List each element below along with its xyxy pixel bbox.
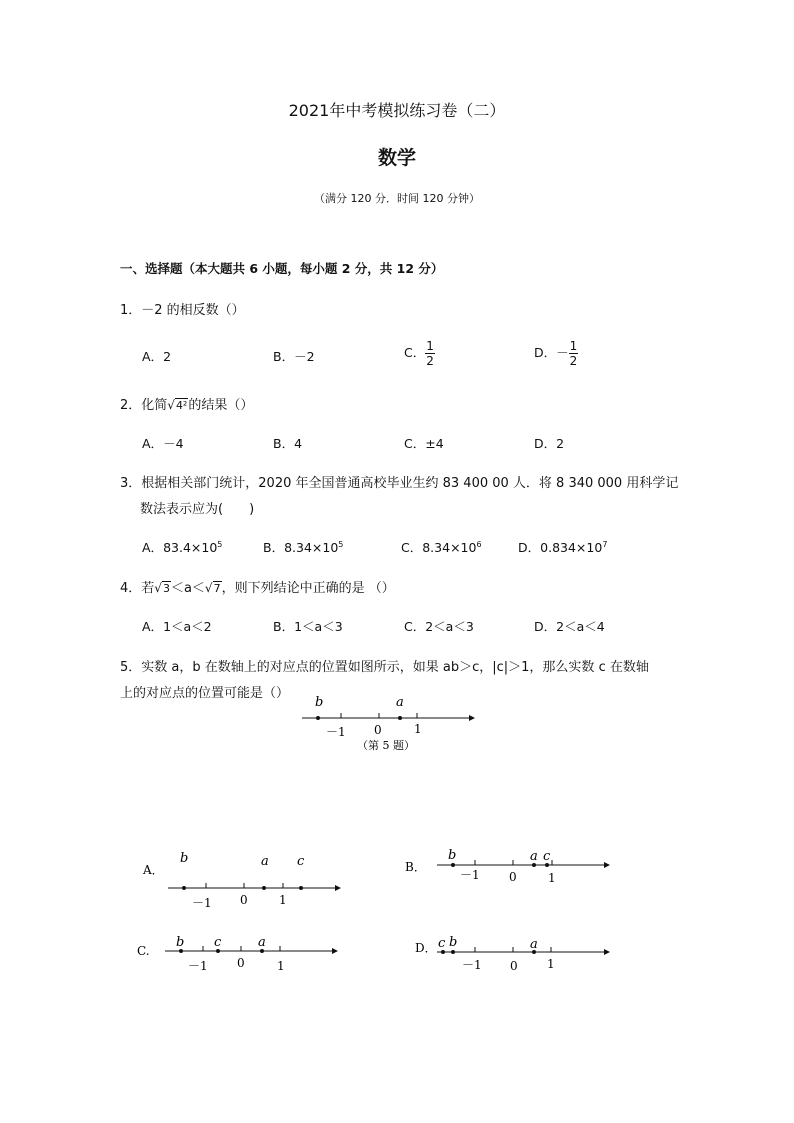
q2-option-b: B．4 bbox=[273, 436, 303, 451]
q2-option-d: D．2 bbox=[534, 436, 565, 451]
label-one: 1 bbox=[277, 959, 285, 973]
point-b bbox=[316, 716, 320, 720]
label-c: c bbox=[438, 936, 446, 951]
question-2: 2．化简√4²的结果（） bbox=[120, 398, 254, 413]
label-a: a bbox=[530, 937, 538, 952]
label-c: c bbox=[214, 935, 222, 950]
point-c bbox=[299, 886, 303, 890]
label-b: b bbox=[315, 695, 324, 710]
option-d-number-line bbox=[415, 935, 609, 973]
label-one: 1 bbox=[547, 957, 555, 971]
label-b: b bbox=[180, 851, 189, 866]
label-one: 1 bbox=[414, 722, 422, 736]
label-zero: 0 bbox=[237, 956, 245, 970]
question-4: 4．若√3＜a＜√7，则下列结论中正确的是 （） bbox=[120, 581, 395, 596]
label-neg1: －1 bbox=[460, 868, 480, 882]
q2-option-a: A．－4 bbox=[142, 436, 184, 451]
label-neg1: －1 bbox=[188, 959, 208, 973]
q3-option-c: C．$8.34\times 10^6$ bbox=[401, 539, 482, 555]
label-a: a bbox=[396, 695, 404, 710]
q1-option-d: D．－ $\frac{1}{2}$ bbox=[534, 339, 578, 368]
label-neg1: －1 bbox=[192, 896, 212, 910]
subject-title: 数学 bbox=[377, 147, 416, 169]
label-c: c bbox=[543, 849, 551, 864]
q1-option-b: B．－2 bbox=[273, 349, 315, 364]
point-b bbox=[182, 886, 186, 890]
option-a-label: A． bbox=[143, 863, 164, 877]
q4-option-a: A．1＜a＜2 bbox=[142, 619, 212, 634]
q3-option-b: B．$8.34\times 10^5$ bbox=[263, 539, 344, 555]
label-one: 1 bbox=[548, 871, 556, 885]
label-zero: 0 bbox=[240, 893, 248, 907]
fraction: $\frac{1}{2}$ bbox=[426, 339, 434, 368]
figure-caption: （第 5 题） bbox=[357, 739, 415, 752]
option-d-label: D． bbox=[415, 941, 437, 955]
option-c-number-line bbox=[137, 935, 337, 973]
exam-note: （满分 120 分．时间 120 分钟） bbox=[314, 192, 480, 205]
q1-option-c: C． $\frac{1}{2}$ bbox=[404, 339, 434, 368]
exam-title: 2021年中考模拟练习卷（二） bbox=[288, 101, 506, 120]
question-3-line-1: 3．根据相关部门统计，2020 年全国普通高校毕业生约 83 400 00 人．将 8 340 000 用科学记 bbox=[120, 476, 679, 491]
label-zero: 0 bbox=[510, 959, 518, 973]
label-b: b bbox=[448, 848, 457, 863]
label-zero: 0 bbox=[509, 870, 517, 884]
main-number-line bbox=[302, 695, 474, 739]
option-a-number-line bbox=[142, 851, 340, 910]
sqrt-expression: √4² bbox=[167, 398, 188, 412]
point-a bbox=[262, 886, 266, 890]
q3-option-a: A．$83.4\times 10^5$ bbox=[142, 539, 223, 555]
label-a: a bbox=[258, 935, 266, 950]
option-b-number-line bbox=[405, 848, 609, 885]
point-a bbox=[398, 716, 402, 720]
fraction: $\frac{1}{2}$ bbox=[569, 339, 578, 368]
point-b bbox=[451, 863, 455, 867]
q4-option-c: C．2＜a＜3 bbox=[404, 619, 474, 634]
question-5-line-2: 上的对应点的位置可能是（） bbox=[120, 686, 290, 701]
label-b: b bbox=[449, 935, 458, 950]
label-a: a bbox=[261, 854, 269, 869]
point-b bbox=[451, 950, 455, 954]
label-a: a bbox=[530, 849, 538, 864]
label-neg1: －1 bbox=[326, 725, 346, 739]
q4-option-d: D．2＜a＜4 bbox=[534, 619, 605, 634]
q3-option-d: D．$0.834\times 10^7$ bbox=[518, 539, 608, 555]
label-zero: 0 bbox=[374, 723, 382, 737]
sqrt-7: √7 bbox=[204, 581, 221, 595]
label-b: b bbox=[176, 935, 185, 950]
label-one: 1 bbox=[279, 893, 287, 907]
sqrt-3: √3 bbox=[154, 581, 170, 595]
option-c-label: C. bbox=[137, 944, 150, 958]
question-3-line-2: 数法表示应为( ) bbox=[140, 502, 255, 517]
q2-option-c: C．±4 bbox=[404, 436, 444, 451]
question-1: 1．－2 的相反数（） bbox=[120, 303, 245, 318]
q1-option-a: A．2 bbox=[142, 349, 172, 364]
label-c: c bbox=[297, 854, 305, 869]
label-neg1: －1 bbox=[462, 958, 482, 972]
option-b-label: B． bbox=[405, 860, 426, 874]
section-heading: 一、选择题（本大题共 6 小题，每小题 2 分，共 12 分） bbox=[120, 261, 444, 276]
question-5-line-1: 5．实数 a，b 在数轴上的对应点的位置如图所示，如果 ab＞c，|c|＞1，那么实数 c 在数轴 bbox=[120, 660, 649, 675]
q4-option-b: B．1＜a＜3 bbox=[273, 619, 343, 634]
